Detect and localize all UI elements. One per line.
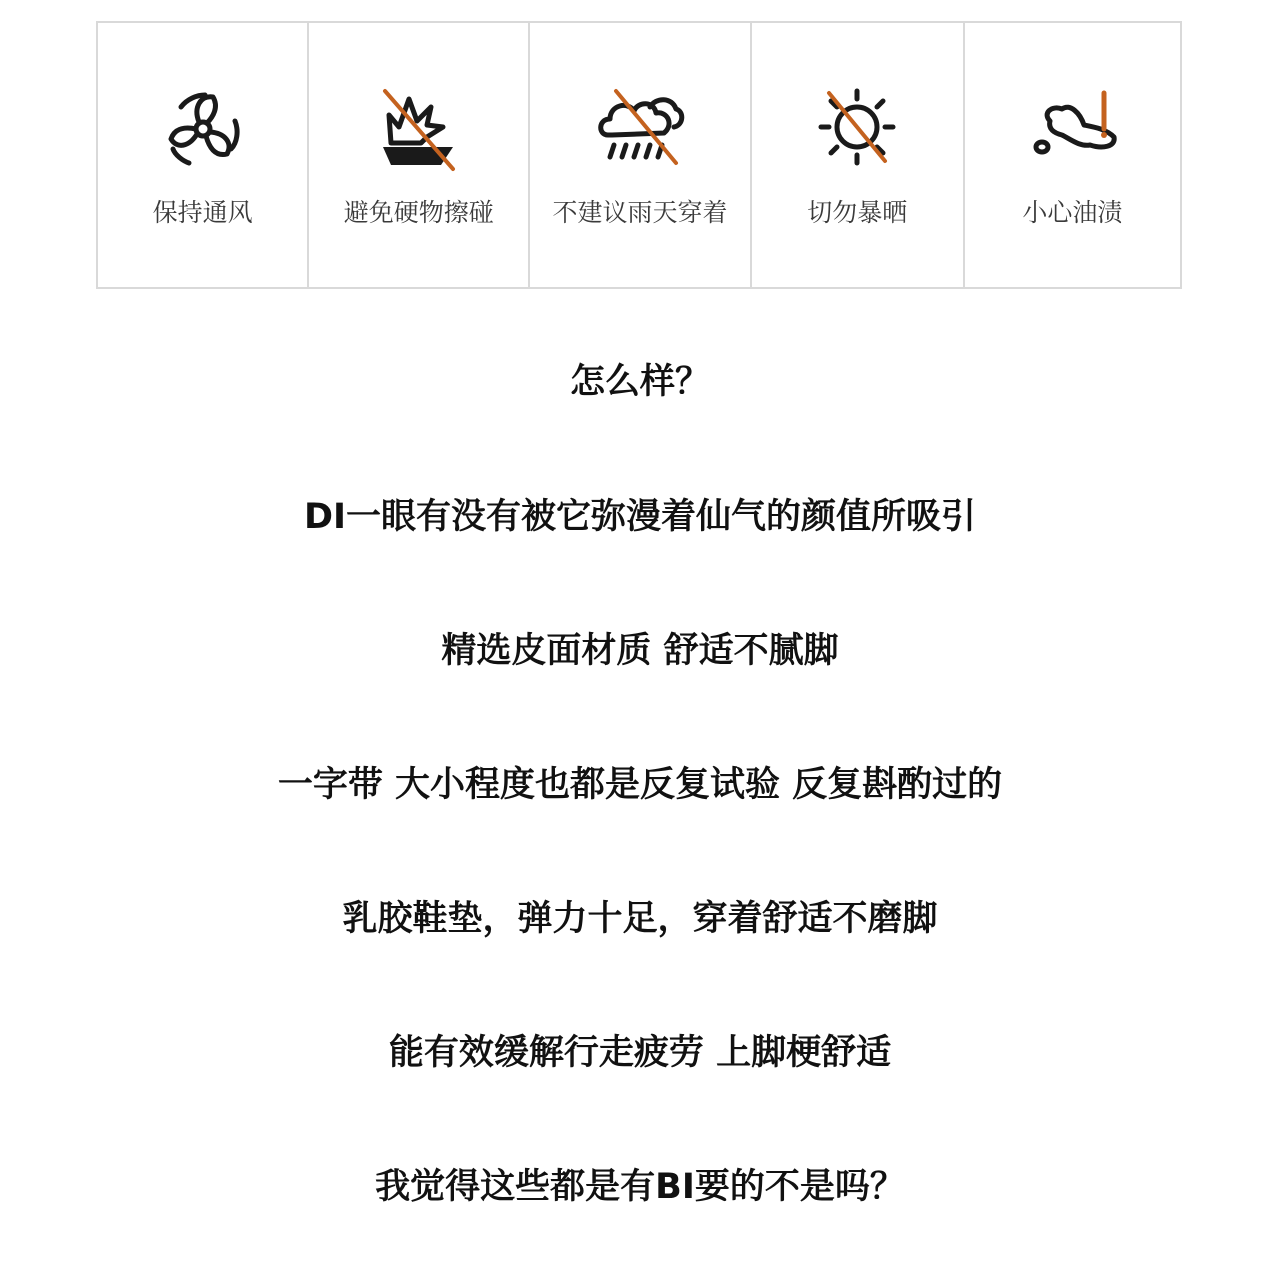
copy-line-strap: 一字带 大小程度也都是反复试验 反复斟酌过的 xyxy=(277,765,1003,805)
care-item-ventilation xyxy=(98,23,309,287)
care-label-ventilation: 保持通风 xyxy=(152,198,253,227)
oil-stain-icon xyxy=(1022,77,1122,177)
care-instructions-strip xyxy=(96,21,1182,289)
care-item-no-rain xyxy=(530,23,751,287)
care-item-oil-stain xyxy=(965,23,1180,287)
copy-line-insole: 乳胶鞋垫，弹力十足，穿着舒适不磨脚 xyxy=(342,899,938,939)
care-label-oil-stain: 小心油渍 xyxy=(1022,198,1123,227)
care-item-no-sun xyxy=(752,23,965,287)
section-heading: 怎么样？ xyxy=(569,362,710,402)
copy-line-appearance: DI一眼有没有被它弥漫着仙气的颜值所吸引 xyxy=(303,497,977,537)
copy-line-material: 精选皮面材质 舒适不腻脚 xyxy=(441,631,839,671)
fan-icon xyxy=(153,77,253,177)
care-label-no-sun: 切勿暴晒 xyxy=(807,198,908,227)
no-hard-object-icon xyxy=(369,77,469,177)
no-rain-icon xyxy=(590,77,690,177)
copy-line-comfort: 能有效缓解行走疲劳 上脚梗舒适 xyxy=(388,1033,892,1073)
no-sun-icon xyxy=(807,77,907,177)
care-item-avoid-scratch xyxy=(309,23,530,287)
copy-line-closing: 我觉得这些都是有BI要的不是吗？ xyxy=(375,1167,905,1207)
care-label-no-rain: 不建议雨天穿着 xyxy=(552,198,728,227)
care-label-avoid-scratch: 避免硬物擦碰 xyxy=(343,198,494,227)
